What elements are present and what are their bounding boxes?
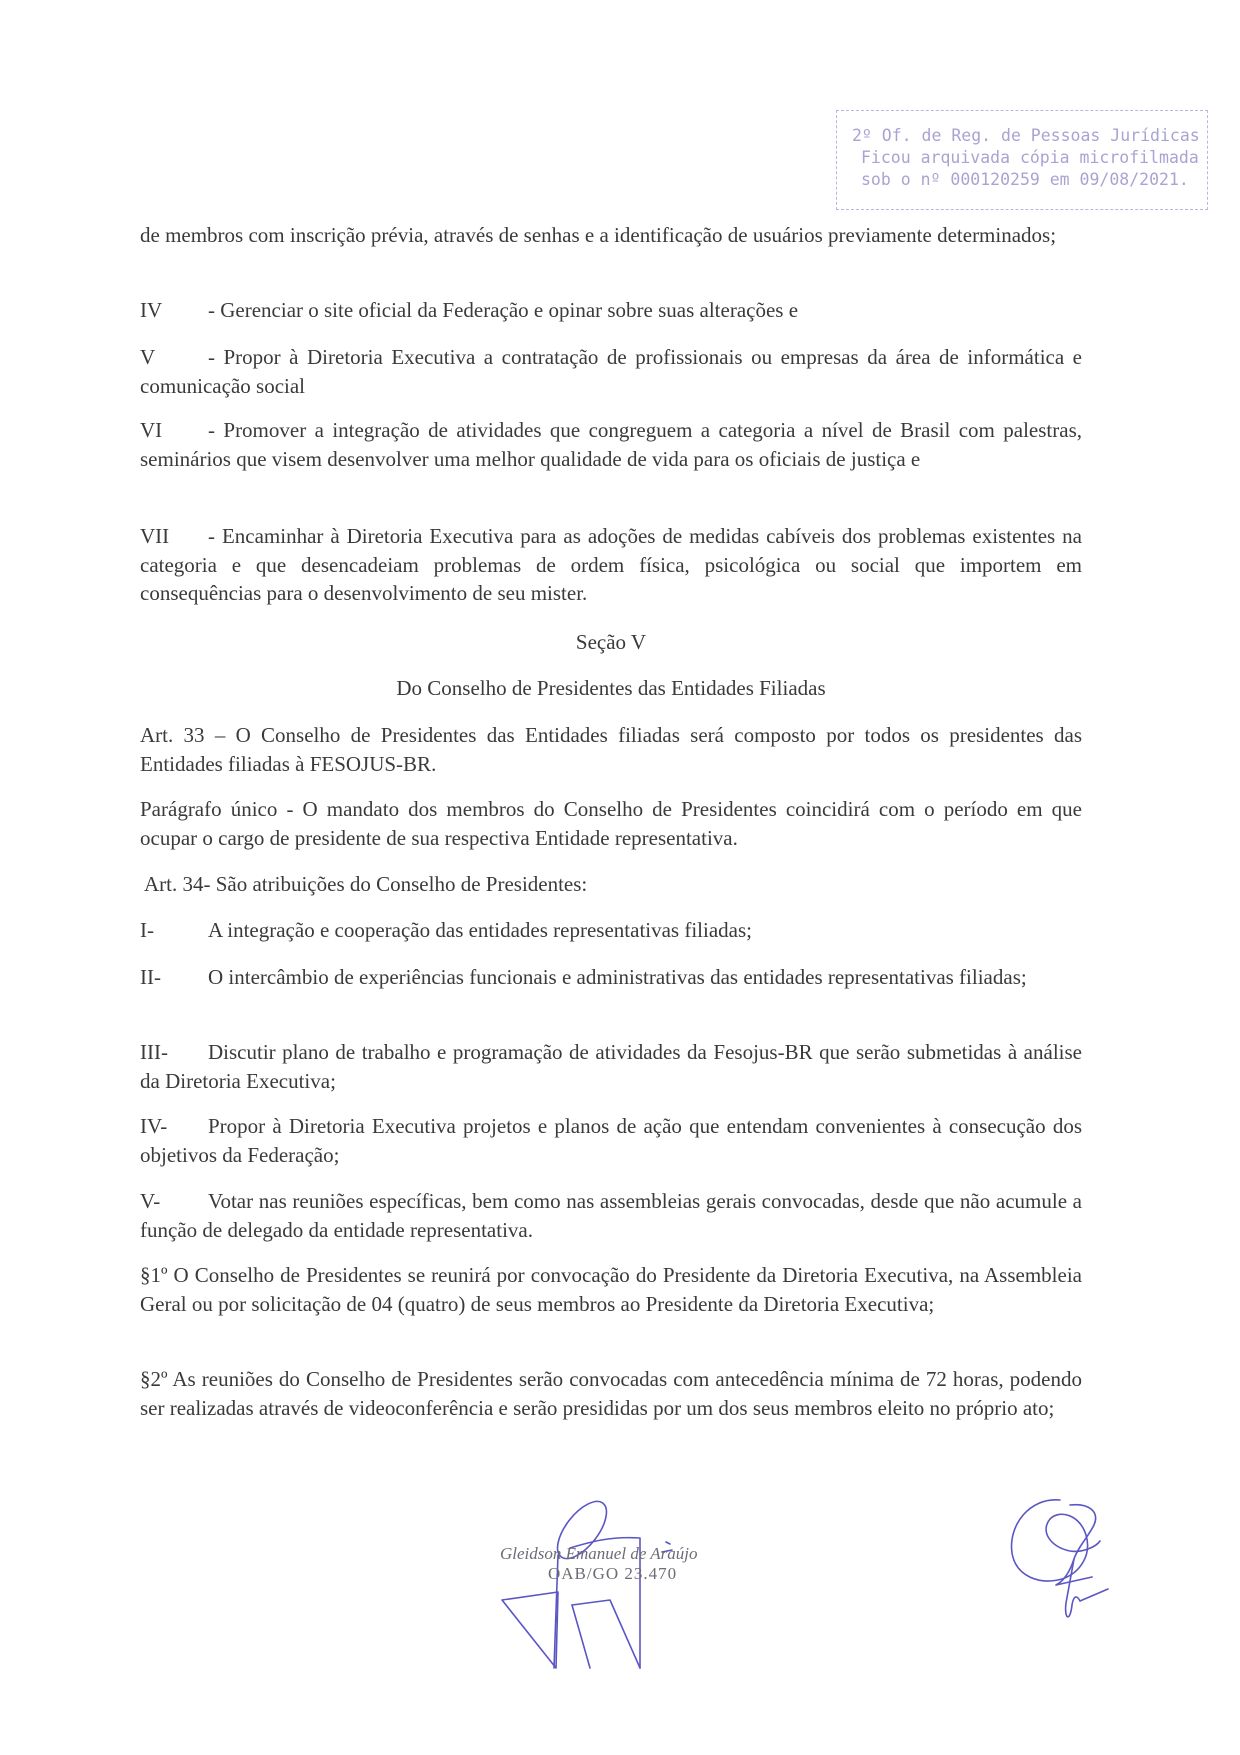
lawyer-signature bbox=[470, 1500, 750, 1670]
list-item bbox=[140, 1187, 1082, 1244]
president-signature bbox=[1000, 1485, 1130, 1635]
item-number: VII bbox=[140, 524, 170, 548]
stamp-line-2: Ficou arquivada cópia microfilmada bbox=[861, 148, 1199, 167]
paragrafo-unico bbox=[140, 795, 1082, 852]
item-text: Propor à Diretoria Executiva projetos e planos de ação que entendam convenientes à consecução dos objetivos da Federação; bbox=[140, 1114, 1082, 1167]
list-item bbox=[140, 522, 1082, 608]
section-title: Seção V bbox=[575, 630, 647, 654]
list-item bbox=[140, 1112, 1082, 1169]
article-33-text: Art. 33 – O Conselho de Presidentes das Entidades filiadas será composto por todos os presidentes das Entidades filiadas à FESOJUS-BR. bbox=[140, 723, 1082, 776]
item-number: V- bbox=[140, 1189, 161, 1213]
item-number: VI bbox=[140, 418, 163, 442]
item-text: - Encaminhar à Diretoria Executiva para as adoções de medidas cabíveis dos problemas existentes na categoria e que desencadeiam problemas de ordem física, psicológica ou social que importem em consequências para o desenvolvimento de seu mister. bbox=[140, 524, 1082, 606]
paragraph-1-text: §1º O Conselho de Presidentes se reunirá por convocação do Presidente da Diretoria Executiva, na Assembleia Geral ou por solicitação de 04 (quatro) de seus membros ao Presidente da Diretoria Executiva; bbox=[140, 1263, 1082, 1316]
stamp-line-3: sob o nº 000120259 em 09/08/2021. bbox=[861, 170, 1189, 189]
item-number: II- bbox=[140, 965, 161, 989]
lawyer-signature-scribble bbox=[470, 1500, 750, 1670]
item-number: IV bbox=[140, 298, 163, 322]
article-33 bbox=[140, 721, 1082, 778]
list-item bbox=[140, 1038, 1082, 1095]
section-subtitle: Do Conselho de Presidentes das Entidades Filiadas bbox=[396, 676, 826, 700]
item-number: V bbox=[140, 345, 156, 369]
item-number: IV- bbox=[140, 1114, 168, 1138]
paragraph-1 bbox=[140, 1261, 1082, 1318]
list-item bbox=[140, 296, 1082, 325]
intro-text: de membros com inscrição prévia, através de senhas e a identificação de usuários previamente determinados; bbox=[140, 223, 1057, 247]
article-34 bbox=[144, 870, 1086, 899]
intro-paragraph bbox=[140, 221, 1082, 250]
paragraph-2-text: §2º As reuniões do Conselho de Presidentes serão convocadas com antecedência mínima de 72 horas, podendo ser realizadas através de videoconferência e serão presididas por um dos seus membros eleito no próprio ato; bbox=[140, 1367, 1082, 1420]
item-text: Votar nas reuniões específicas, bem como nas assembleias gerais convocadas, desde que não acumule a função de delegado da entidade representativa. bbox=[140, 1189, 1082, 1242]
section-subheading bbox=[140, 674, 1082, 703]
item-number: I- bbox=[140, 918, 154, 942]
item-text: Discutir plano de trabalho e programação de atividades da Fesojus-BR que serão submetidas à análise da Diretoria Executiva; bbox=[140, 1040, 1082, 1093]
paragraph-2 bbox=[140, 1365, 1082, 1422]
item-text: - Gerenciar o site oficial da Federação e opinar sobre suas alterações e bbox=[208, 298, 799, 322]
lawyer-registration: OAB/GO 23.470 bbox=[548, 1564, 678, 1583]
stamp-line-1: 2º Of. de Reg. de Pessoas Jurídicas bbox=[852, 126, 1200, 145]
registry-stamp bbox=[836, 110, 1208, 210]
list-item bbox=[140, 916, 1082, 945]
list-item bbox=[140, 963, 1082, 992]
list-item bbox=[140, 416, 1082, 473]
president-signature-scribble bbox=[1000, 1485, 1130, 1635]
article-34-text: Art. 34- São atribuições do Conselho de Presidentes: bbox=[144, 872, 588, 896]
item-text: O intercâmbio de experiências funcionais e administrativas das entidades representativas filiadas; bbox=[208, 965, 1027, 989]
item-text: A integração e cooperação das entidades representativas filiadas; bbox=[208, 918, 753, 942]
list-item bbox=[140, 343, 1082, 400]
item-text: - Promover a integração de atividades que congreguem a categoria a nível de Brasil com palestras, seminários que visem desenvolver uma melhor qualidade de vida para os oficiais de justiça e bbox=[140, 418, 1082, 471]
lawyer-name: Gleidson Emanuel de Araújo bbox=[500, 1544, 698, 1563]
paragrafo-unico-text: Parágrafo único - O mandato dos membros do Conselho de Presidentes coincidirá com o período em que ocupar o cargo de presidente de sua respectiva Entidade representativa. bbox=[140, 797, 1082, 850]
item-text: - Propor à Diretoria Executiva a contratação de profissionais ou empresas da área de informática e comunicação social bbox=[140, 345, 1082, 398]
section-heading bbox=[140, 628, 1082, 657]
item-number: III- bbox=[140, 1040, 168, 1064]
